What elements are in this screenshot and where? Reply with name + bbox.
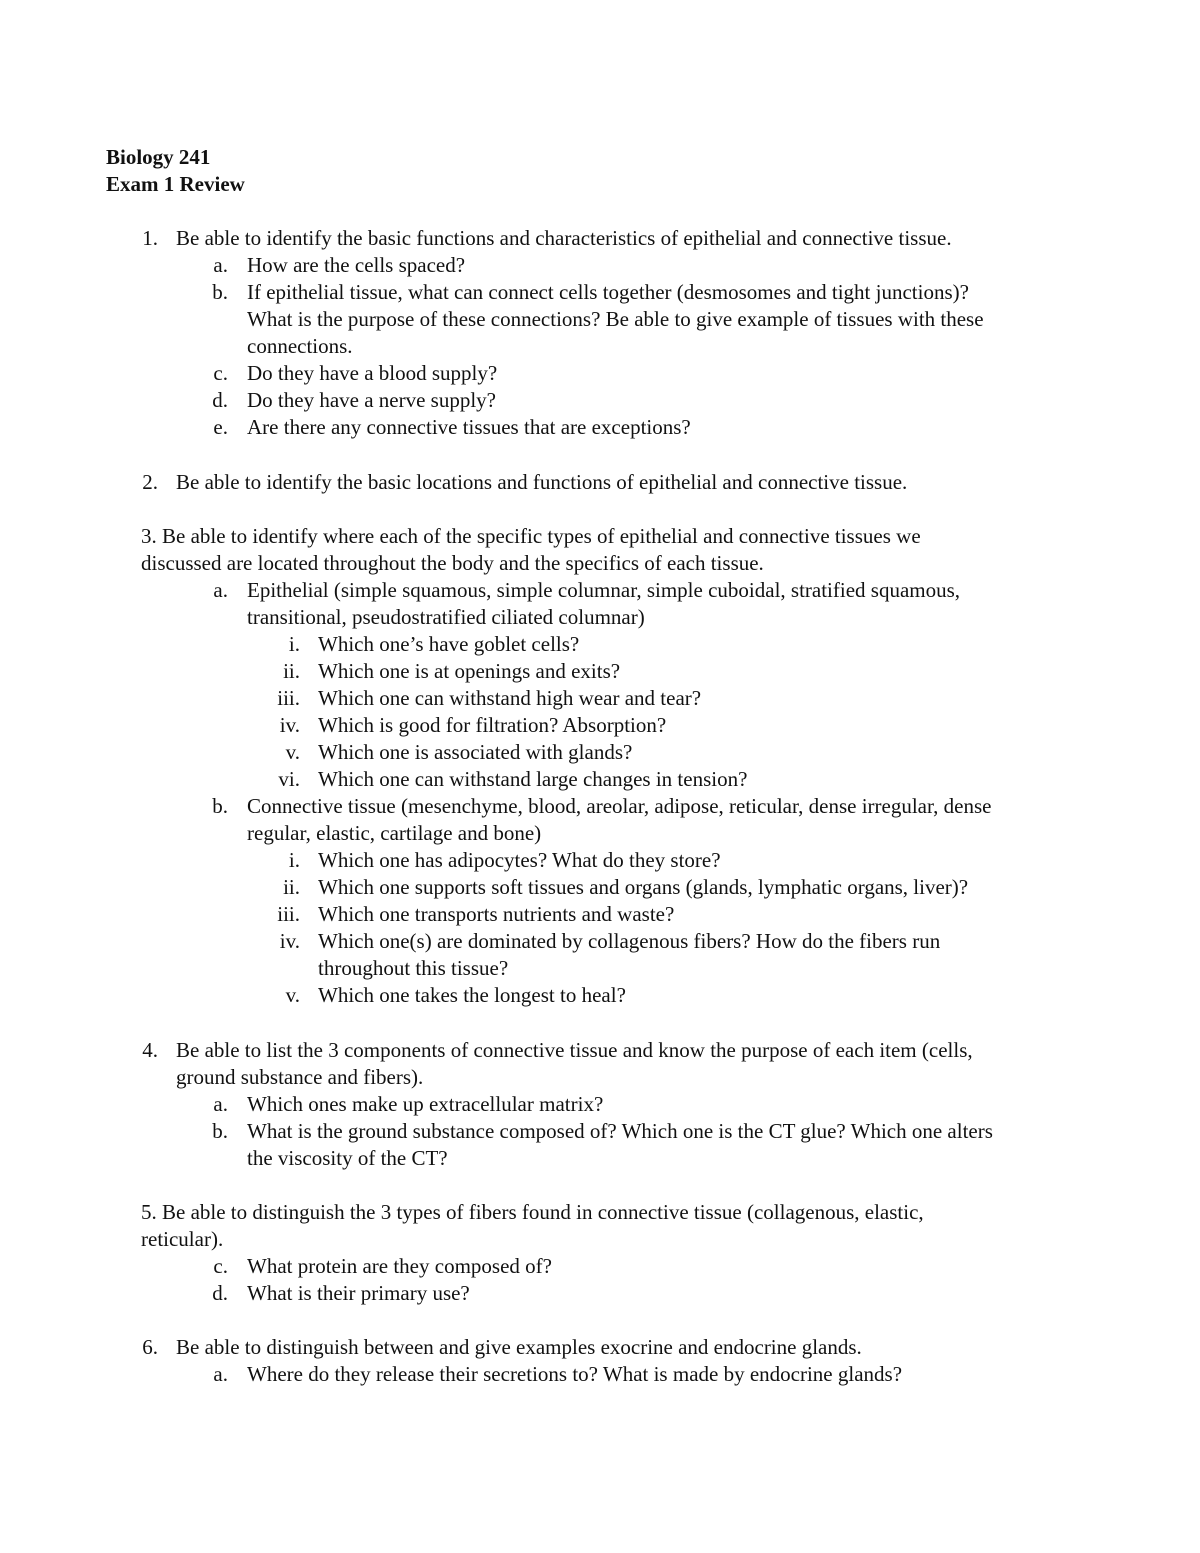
q1-a-marker: a. <box>213 253 228 277</box>
q1-c-text: Do they have a blood supply? <box>247 361 498 385</box>
q3-b-i-marker: i. <box>288 848 300 872</box>
q3-b-i-text: Which one has adipocytes? What do they store? <box>318 848 721 872</box>
q3-a-v-marker: v. <box>285 740 300 764</box>
q3-b-iv-text-line2: throughout this tissue? <box>318 956 509 980</box>
q3-b-ii-marker: ii. <box>283 875 300 899</box>
q4-a-text: Which ones make up extracellular matrix? <box>247 1092 604 1116</box>
q3-a-ii-text: Which one is at openings and exits? <box>318 659 621 683</box>
q3-a-iv-marker: iv. <box>279 713 300 737</box>
q1-b-text-line3: connections. <box>247 334 353 358</box>
q4-text-line2: ground substance and fibers). <box>176 1065 424 1089</box>
q3-a-iii-text: Which one can withstand high wear and tear? <box>318 686 702 710</box>
q5-d-marker: d. <box>212 1281 228 1305</box>
q4-a-marker: a. <box>213 1092 228 1116</box>
q3-a-iii-marker: iii. <box>277 686 300 710</box>
q6-a-marker: a. <box>213 1362 228 1386</box>
q3-b-marker: b. <box>212 794 228 818</box>
q6-a-text: Where do they release their secretions to? What is made by endocrine glands? <box>247 1362 903 1386</box>
q3-a-ii-marker: ii. <box>283 659 300 683</box>
q3-text-line2: discussed are located throughout the body and the specifics of each tissue. <box>141 551 764 575</box>
q4-b-marker: b. <box>212 1119 228 1143</box>
q3-a-iv-text: Which is good for filtration? Absorption? <box>318 713 667 737</box>
q3-a-marker: a. <box>213 578 228 602</box>
q3-b-iv-marker: iv. <box>279 929 300 953</box>
q4-text-line1: Be able to list the 3 components of connective tissue and know the purpose of each item (cells, <box>176 1038 973 1062</box>
q1-d-marker: d. <box>212 388 228 412</box>
q3-a-i-marker: i. <box>288 632 300 656</box>
q6-text: Be able to distinguish between and give examples exocrine and endocrine glands. <box>176 1335 862 1359</box>
q4-b-text-line2: the viscosity of the CT? <box>247 1146 448 1170</box>
q3-b-v-text: Which one takes the longest to heal? <box>318 983 626 1007</box>
q1-b-text-line1: If epithelial tissue, what can connect cells together (desmosomes and tight junctions)? <box>247 280 969 304</box>
q1-number: 1. <box>142 226 158 250</box>
q2-number: 2. <box>142 470 158 494</box>
q5-c-text: What protein are they composed of? <box>247 1254 552 1278</box>
q3-a-vi-text: Which one can withstand large changes in tension? <box>318 767 748 791</box>
course-title: Biology 241 <box>106 145 211 169</box>
q4-number: 4. <box>142 1038 158 1062</box>
q5-text-line2: reticular). <box>141 1227 224 1251</box>
q3-a-text-line2: transitional, pseudostratified ciliated columnar) <box>247 605 645 629</box>
q1-text: Be able to identify the basic functions and characteristics of epithelial and connective tissue. <box>176 226 952 250</box>
q6-number: 6. <box>142 1335 158 1359</box>
q1-c-marker: c. <box>213 361 228 385</box>
q3-b-text-line2: regular, elastic, cartilage and bone) <box>247 821 542 845</box>
q1-d-text: Do they have a nerve supply? <box>247 388 496 412</box>
q1-a-text: How are the cells spaced? <box>247 253 466 277</box>
q3-b-ii-text: Which one supports soft tissues and organs (glands, lymphatic organs, liver)? <box>318 875 969 899</box>
q3-a-v-text: Which one is associated with glands? <box>318 740 633 764</box>
q2-text: Be able to identify the basic locations and functions of epithelial and connective tissue. <box>176 470 908 494</box>
q3-b-text-line1: Connective tissue (mesenchyme, blood, areolar, adipose, reticular, dense irregular, dense <box>247 794 992 818</box>
q1-e-text: Are there any connective tissues that are exceptions? <box>247 415 691 439</box>
q1-e-marker: e. <box>213 415 228 439</box>
q5-text-line1: 5. Be able to distinguish the 3 types of fibers found in connective tissue (collagenous, elastic, <box>141 1200 924 1224</box>
q3-b-iii-marker: iii. <box>277 902 300 926</box>
q3-a-i-text: Which one’s have goblet cells? <box>318 632 580 656</box>
q3-a-vi-marker: vi. <box>278 767 300 791</box>
q3-b-iv-text-line1: Which one(s) are dominated by collagenous fibers? How do the fibers run <box>318 929 941 953</box>
q3-b-v-marker: v. <box>285 983 300 1007</box>
q5-d-text: What is their primary use? <box>247 1281 470 1305</box>
q3-a-text-line1: Epithelial (simple squamous, simple columnar, simple cuboidal, stratified squamous, <box>247 578 961 602</box>
q5-c-marker: c. <box>213 1254 228 1278</box>
q3-b-iii-text: Which one transports nutrients and waste? <box>318 902 675 926</box>
q3-text-line1: 3. Be able to identify where each of the specific types of epithelial and connective tissues we <box>141 524 921 548</box>
q1-b-text-line2: What is the purpose of these connections? Be able to give example of tissues with these <box>247 307 984 331</box>
q4-b-text-line1: What is the ground substance composed of? Which one is the CT glue? Which one alters <box>247 1119 993 1143</box>
q1-b-marker: b. <box>212 280 228 304</box>
document-title: Exam 1 Review <box>106 172 245 196</box>
